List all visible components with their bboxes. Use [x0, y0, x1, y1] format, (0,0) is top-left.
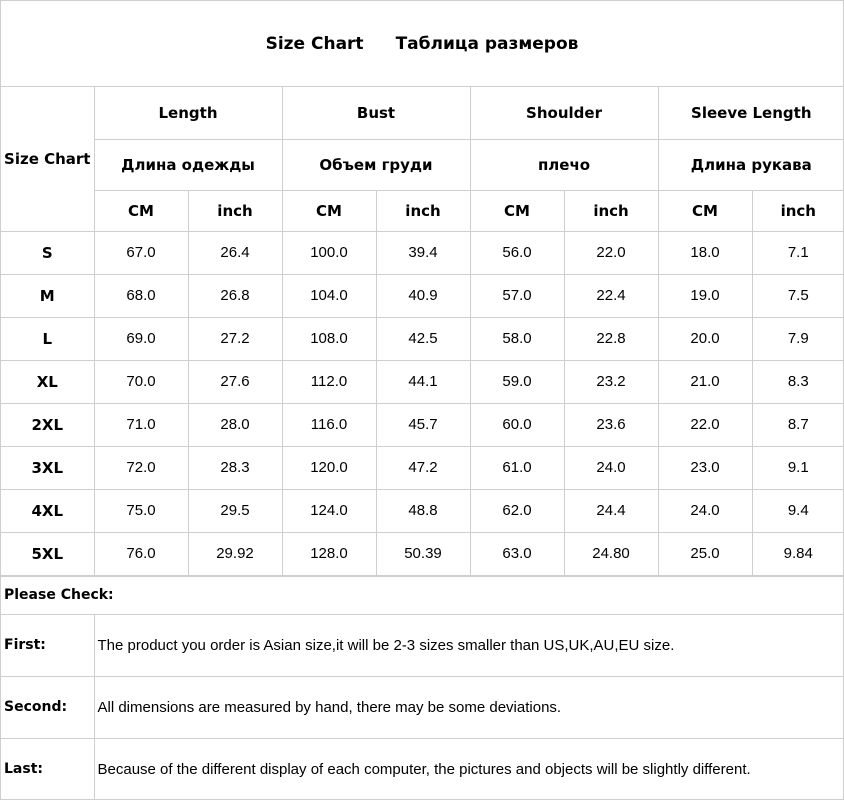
- title-english: Size Chart: [265, 33, 364, 54]
- header-bust-ru: Объем груди: [282, 139, 470, 190]
- size-value-cell: 18.0: [658, 231, 752, 274]
- table-row: [1, 360, 844, 403]
- size-value-cell: 72.0: [94, 446, 188, 489]
- header-bust-en: Bust: [282, 87, 470, 139]
- size-value-cell: 100.0: [282, 231, 376, 274]
- size-value-cell: 8.7: [752, 403, 844, 446]
- size-value-cell: 8.3: [752, 360, 844, 403]
- header-length-ru: Длина одежды: [94, 139, 282, 190]
- size-value-cell: 20.0: [658, 317, 752, 360]
- size-value-cell: 28.0: [188, 403, 282, 446]
- table-row: [1, 274, 844, 317]
- table-row: [1, 231, 844, 274]
- size-value-cell: 40.9: [376, 274, 470, 317]
- size-value-cell: 27.6: [188, 360, 282, 403]
- size-value-cell: 7.9: [752, 317, 844, 360]
- header-sleeve-ru: Длина рукава: [658, 139, 844, 190]
- size-value-cell: 22.0: [564, 231, 658, 274]
- size-value-cell: 25.0: [658, 532, 752, 575]
- size-value-cell: 116.0: [282, 403, 376, 446]
- note-text-second: All dimensions are measured by hand, there may be some deviations.: [94, 676, 844, 738]
- size-label: S: [1, 231, 94, 274]
- size-value-cell: 75.0: [94, 489, 188, 532]
- size-value-cell: 124.0: [282, 489, 376, 532]
- table-row: [1, 317, 844, 360]
- size-label: 4XL: [1, 489, 94, 532]
- size-value-cell: 50.39: [376, 532, 470, 575]
- table-row: [1, 532, 844, 575]
- header-shoulder-ru: плечо: [470, 139, 658, 190]
- unit-header: inch: [188, 190, 282, 231]
- note-label-first: First:: [1, 614, 94, 676]
- size-value-cell: 71.0: [94, 403, 188, 446]
- size-value-cell: 76.0: [94, 532, 188, 575]
- size-value-cell: 63.0: [470, 532, 564, 575]
- header-shoulder-en: Shoulder: [470, 87, 658, 139]
- size-value-cell: 23.6: [564, 403, 658, 446]
- size-value-cell: 19.0: [658, 274, 752, 317]
- size-label: 2XL: [1, 403, 94, 446]
- notes-heading: Please Check:: [1, 576, 844, 614]
- size-value-cell: 7.5: [752, 274, 844, 317]
- unit-header: inch: [564, 190, 658, 231]
- note-label-second: Second:: [1, 676, 94, 738]
- table-row: [1, 489, 844, 532]
- size-value-cell: 45.7: [376, 403, 470, 446]
- size-value-cell: 29.5: [188, 489, 282, 532]
- size-value-cell: 21.0: [658, 360, 752, 403]
- size-value-cell: 24.0: [658, 489, 752, 532]
- size-label: 5XL: [1, 532, 94, 575]
- size-value-cell: 56.0: [470, 231, 564, 274]
- size-value-cell: 59.0: [470, 360, 564, 403]
- size-value-cell: 47.2: [376, 446, 470, 489]
- unit-header: CM: [94, 190, 188, 231]
- page-title: [1, 1, 843, 87]
- size-table: [1, 87, 844, 576]
- size-value-cell: 24.4: [564, 489, 658, 532]
- size-value-cell: 69.0: [94, 317, 188, 360]
- size-value-cell: 70.0: [94, 360, 188, 403]
- size-value-cell: 67.0: [94, 231, 188, 274]
- note-text-last: Because of the different display of each computer, the pictures and objects will be slightly different.: [94, 738, 844, 800]
- size-value-cell: 7.1: [752, 231, 844, 274]
- size-value-cell: 58.0: [470, 317, 564, 360]
- size-value-cell: 120.0: [282, 446, 376, 489]
- size-label: M: [1, 274, 94, 317]
- size-value-cell: 27.2: [188, 317, 282, 360]
- size-value-cell: 9.4: [752, 489, 844, 532]
- size-value-cell: 28.3: [188, 446, 282, 489]
- header-sleeve-en: Sleeve Length: [658, 87, 844, 139]
- size-value-cell: 26.8: [188, 274, 282, 317]
- size-value-cell: 9.84: [752, 532, 844, 575]
- unit-header: inch: [752, 190, 844, 231]
- table-row: [1, 403, 844, 446]
- size-label: 3XL: [1, 446, 94, 489]
- table-row: [1, 446, 844, 489]
- size-value-cell: 24.0: [564, 446, 658, 489]
- size-value-cell: 39.4: [376, 231, 470, 274]
- size-value-cell: 23.2: [564, 360, 658, 403]
- size-value-cell: 62.0: [470, 489, 564, 532]
- size-value-cell: 104.0: [282, 274, 376, 317]
- size-value-cell: 57.0: [470, 274, 564, 317]
- size-label: L: [1, 317, 94, 360]
- size-value-cell: 112.0: [282, 360, 376, 403]
- size-value-cell: 26.4: [188, 231, 282, 274]
- size-value-cell: 48.8: [376, 489, 470, 532]
- unit-header: inch: [376, 190, 470, 231]
- size-value-cell: 24.80: [564, 532, 658, 575]
- size-value-cell: 22.4: [564, 274, 658, 317]
- size-value-cell: 128.0: [282, 532, 376, 575]
- unit-header: CM: [470, 190, 564, 231]
- size-label: XL: [1, 360, 94, 403]
- note-text-first: The product you order is Asian size,it will be 2-3 sizes smaller than US,UK,AU,EU size.: [94, 614, 844, 676]
- size-value-cell: 23.0: [658, 446, 752, 489]
- unit-header: CM: [282, 190, 376, 231]
- size-value-cell: 68.0: [94, 274, 188, 317]
- corner-label: Size Chart: [1, 87, 94, 231]
- size-value-cell: 22.0: [658, 403, 752, 446]
- size-value-cell: 29.92: [188, 532, 282, 575]
- size-value-cell: 22.8: [564, 317, 658, 360]
- size-value-cell: 108.0: [282, 317, 376, 360]
- size-value-cell: 61.0: [470, 446, 564, 489]
- title-russian: Таблица размеров: [395, 33, 579, 54]
- header-length-en: Length: [94, 87, 282, 139]
- size-value-cell: 60.0: [470, 403, 564, 446]
- notes-table: [1, 576, 844, 800]
- unit-header: CM: [658, 190, 752, 231]
- size-value-cell: 9.1: [752, 446, 844, 489]
- size-value-cell: 42.5: [376, 317, 470, 360]
- note-label-last: Last:: [1, 738, 94, 800]
- size-value-cell: 44.1: [376, 360, 470, 403]
